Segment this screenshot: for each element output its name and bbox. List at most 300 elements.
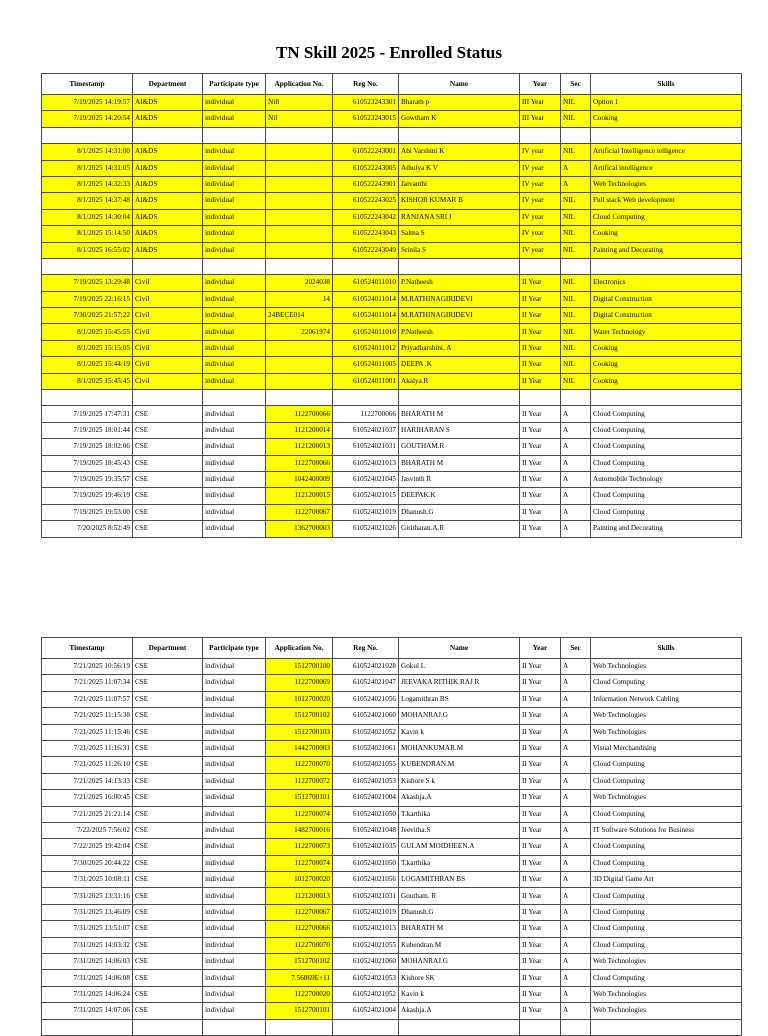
participate-type-cell: individual xyxy=(203,954,266,970)
department-cell: AI&DS xyxy=(133,95,203,111)
table-row xyxy=(42,176,742,192)
year-cell: II Year xyxy=(520,954,561,970)
timestamp-cell: 7/21/2025 11:07:34 xyxy=(42,675,133,691)
name-cell: Kavin k xyxy=(399,724,520,740)
skills-cell: Artificial Intelligence telligence xyxy=(591,144,742,160)
participate-type-cell: individual xyxy=(203,504,266,520)
skills-cell: IT Software Solutions for Business xyxy=(591,822,742,838)
timestamp-cell: 7/19/2025 19:53:00 xyxy=(42,504,133,520)
blank-row xyxy=(42,258,742,274)
timestamp-cell: 7/19/2025 14:20:54 xyxy=(42,111,133,127)
sec-cell: NIL xyxy=(561,209,591,225)
table-row xyxy=(42,757,742,773)
table-row xyxy=(42,937,742,953)
name-cell: MOHANRAJ.G xyxy=(399,954,520,970)
table-row xyxy=(42,308,742,324)
sec-cell: A xyxy=(561,488,591,504)
name-cell: BHARATH M xyxy=(399,455,520,471)
reg-no-cell: 610524021050 xyxy=(333,855,399,871)
timestamp-cell: 7/31/2025 14:06:03 xyxy=(42,954,133,970)
sec-cell: A xyxy=(561,839,591,855)
timestamp-cell: 7/19/2025 17:47:31 xyxy=(42,406,133,422)
application-no-cell: 1012700020 xyxy=(266,872,333,888)
timestamp-cell: 7/19/2025 19:46:19 xyxy=(42,488,133,504)
application-no-cell: 1512700101 xyxy=(266,1003,333,1019)
participate-type-cell: individual xyxy=(203,773,266,789)
reg-no-cell: 610524021060 xyxy=(333,954,399,970)
name-cell: Abi Varshini K xyxy=(399,144,520,160)
reg-no-cell: 610524021052 xyxy=(333,724,399,740)
reg-no-cell: 610524011010 xyxy=(333,275,399,291)
participate-type-cell: individual xyxy=(203,324,266,340)
participate-type-cell: individual xyxy=(203,970,266,986)
table-row xyxy=(42,111,742,127)
participate-type-cell: individual xyxy=(203,708,266,724)
application-no-cell: 1122700070 xyxy=(266,937,333,953)
department-cell: CSE xyxy=(133,708,203,724)
sec-cell: A xyxy=(561,954,591,970)
year-cell: II Year xyxy=(520,291,561,307)
skills-cell: Web Technologies xyxy=(591,659,742,675)
empty-cell xyxy=(42,127,133,143)
department-cell: CSE xyxy=(133,904,203,920)
reg-no-cell: 610524021053 xyxy=(333,970,399,986)
department-cell: CSE xyxy=(133,439,203,455)
skills-cell: Cloud Computing xyxy=(591,757,742,773)
reg-no-cell: 610524021035 xyxy=(333,839,399,855)
reg-no-cell: 610524021013 xyxy=(333,455,399,471)
empty-cell xyxy=(520,127,561,143)
timestamp-cell: 7/21/2025 11:16:31 xyxy=(42,740,133,756)
empty-cell xyxy=(133,258,203,274)
year-cell: II Year xyxy=(520,308,561,324)
reg-no-cell: 610524011010 xyxy=(333,324,399,340)
table-row xyxy=(42,242,742,258)
skills-cell xyxy=(591,1019,742,1035)
skills-cell: Information Network Cabling xyxy=(591,691,742,707)
table-row xyxy=(42,724,742,740)
timestamp-cell: 8/1/2025 14:31:00 xyxy=(42,144,133,160)
table-row xyxy=(42,209,742,225)
participate-type-cell xyxy=(203,1019,266,1035)
sec-cell: NIL xyxy=(561,324,591,340)
participate-type-cell: individual xyxy=(203,340,266,356)
timestamp-cell: 7/21/2025 21:21:14 xyxy=(42,806,133,822)
table-row xyxy=(42,970,742,986)
department-cell: CSE xyxy=(133,855,203,871)
timestamp-cell: 7/31/2025 14:07:06 xyxy=(42,1003,133,1019)
application-no-cell: 1012700020 xyxy=(266,691,333,707)
empty-cell xyxy=(399,258,520,274)
column-header: Skills xyxy=(591,638,742,659)
skills-cell: Cloud Computing xyxy=(591,422,742,438)
name-cell: GOUTHAM.R xyxy=(399,439,520,455)
application-no-cell: 1512700102 xyxy=(266,954,333,970)
year-cell: II Year xyxy=(520,986,561,1002)
skills-cell: Cloud Computing xyxy=(591,904,742,920)
empty-cell xyxy=(133,127,203,143)
department-cell: AI&DS xyxy=(133,242,203,258)
reg-no-cell: 610524021050 xyxy=(333,806,399,822)
application-no-cell: 1512700100 xyxy=(266,659,333,675)
year-cell: IV year xyxy=(520,144,561,160)
name-cell: Akalya.R xyxy=(399,373,520,389)
column-header: Skills xyxy=(591,74,742,95)
sec-cell: A xyxy=(561,970,591,986)
skills-cell: Cloud Computing xyxy=(591,488,742,504)
department-cell: Civil xyxy=(133,357,203,373)
skills-cell: Full stack Web development xyxy=(591,193,742,209)
year-cell: IV year xyxy=(520,160,561,176)
application-no-cell: 1362700003 xyxy=(266,521,333,537)
skills-cell: Web Technologies xyxy=(591,1003,742,1019)
year-cell: II Year xyxy=(520,406,561,422)
name-cell: Kubendran.M xyxy=(399,937,520,953)
application-no-cell: 1122700074 xyxy=(266,855,333,871)
department-cell: CSE xyxy=(133,954,203,970)
application-no-cell: 1122700067 xyxy=(266,904,333,920)
column-header: Timestamp xyxy=(42,638,133,659)
skills-cell: Web Technologies xyxy=(591,724,742,740)
reg-no-cell: 610524021052 xyxy=(333,986,399,1002)
timestamp-cell: 8/1/2025 15:45:55 xyxy=(42,324,133,340)
empty-cell xyxy=(203,127,266,143)
sec-cell xyxy=(561,1019,591,1035)
table-row xyxy=(42,422,742,438)
table-row xyxy=(42,740,742,756)
timestamp-cell: 7/19/2025 18:45:43 xyxy=(42,455,133,471)
timestamp-cell: 7/21/2025 11:15:46 xyxy=(42,724,133,740)
timestamp-cell xyxy=(42,1019,133,1035)
name-cell: GULAM MOIDHEEN.A xyxy=(399,839,520,855)
table-row xyxy=(42,675,742,691)
department-cell: CSE xyxy=(133,659,203,675)
column-header: Reg No. xyxy=(333,638,399,659)
skills-cell: Visual Merchandising xyxy=(591,740,742,756)
skills-cell: Cloud Computing xyxy=(591,209,742,225)
name-cell: Akashja.A xyxy=(399,1003,520,1019)
timestamp-cell: 8/1/2025 15:45:45 xyxy=(42,373,133,389)
table-row xyxy=(42,806,742,822)
sec-cell: NIL xyxy=(561,95,591,111)
reg-no-cell: 610522243049 xyxy=(333,242,399,258)
name-cell: KISHOR KUMAR B xyxy=(399,193,520,209)
table-row xyxy=(42,275,742,291)
department-cell: AI&DS xyxy=(133,209,203,225)
skills-cell: Cloud Computing xyxy=(591,937,742,953)
name-cell: BHARATH M xyxy=(399,406,520,422)
department-cell: AI&DS xyxy=(133,111,203,127)
column-header: Year xyxy=(520,74,561,95)
application-no-cell xyxy=(266,209,333,225)
participate-type-cell: individual xyxy=(203,439,266,455)
application-no-cell xyxy=(266,357,333,373)
department-cell: CSE xyxy=(133,521,203,537)
department-cell: AI&DS xyxy=(133,193,203,209)
department-cell: AI&DS xyxy=(133,144,203,160)
timestamp-cell: 7/30/2025 21:57:22 xyxy=(42,308,133,324)
timestamp-cell: 7/22/2025 7:56:02 xyxy=(42,822,133,838)
participate-type-cell: individual xyxy=(203,471,266,487)
empty-cell xyxy=(520,258,561,274)
sec-cell: A xyxy=(561,724,591,740)
skills-cell: Cloud Computing xyxy=(591,921,742,937)
year-cell: II Year xyxy=(520,422,561,438)
skills-cell: Cloud Computing xyxy=(591,675,742,691)
participate-type-cell: individual xyxy=(203,406,266,422)
table-row xyxy=(42,1003,742,1019)
reg-no-cell: 610524021031 xyxy=(333,439,399,455)
column-header: Participate type xyxy=(203,74,266,95)
participate-type-cell: individual xyxy=(203,193,266,209)
year-cell: II Year xyxy=(520,904,561,920)
application-no-cell: 1121200015 xyxy=(266,488,333,504)
application-no-cell xyxy=(266,193,333,209)
name-cell: P.Natheesh xyxy=(399,324,520,340)
table-header xyxy=(42,74,742,95)
name-cell: HARIHARAN S xyxy=(399,422,520,438)
year-cell: II Year xyxy=(520,806,561,822)
column-header: Name xyxy=(399,638,520,659)
year-cell: IV year xyxy=(520,193,561,209)
year-cell: IV year xyxy=(520,209,561,225)
sec-cell: A xyxy=(561,471,591,487)
skills-cell: Cooking xyxy=(591,226,742,242)
sec-cell: NIL xyxy=(561,291,591,307)
sec-cell: A xyxy=(561,160,591,176)
skills-cell: Cooking xyxy=(591,340,742,356)
year-cell: II Year xyxy=(520,855,561,871)
timestamp-cell: 7/30/2025 20:44:22 xyxy=(42,855,133,871)
participate-type-cell: individual xyxy=(203,521,266,537)
year-cell: II Year xyxy=(520,937,561,953)
department-cell: CSE xyxy=(133,773,203,789)
department-cell: CSE xyxy=(133,471,203,487)
reg-no-cell: 610524011012 xyxy=(333,340,399,356)
participate-type-cell: individual xyxy=(203,740,266,756)
column-header: Timestamp xyxy=(42,74,133,95)
name-cell: Kavin k xyxy=(399,986,520,1002)
empty-cell xyxy=(203,390,266,406)
application-no-cell: 2024038 xyxy=(266,275,333,291)
application-no-cell: 1121200013 xyxy=(266,439,333,455)
name-cell: Goutham. R xyxy=(399,888,520,904)
skills-cell: Digital Construction xyxy=(591,291,742,307)
column-header: Participate type xyxy=(203,638,266,659)
reg-no-cell: 610524021037 xyxy=(333,422,399,438)
sec-cell: A xyxy=(561,790,591,806)
sec-cell: A xyxy=(561,691,591,707)
application-no-cell: 1042400009 xyxy=(266,471,333,487)
application-no-cell xyxy=(266,373,333,389)
year-cell: II Year xyxy=(520,471,561,487)
year-cell: II Year xyxy=(520,504,561,520)
sec-cell: A xyxy=(561,708,591,724)
table-row xyxy=(42,226,742,242)
reg-no-cell: 610524021031 xyxy=(333,888,399,904)
timestamp-cell: 7/31/2025 14:03:32 xyxy=(42,937,133,953)
name-cell: Kishore SK xyxy=(399,970,520,986)
sec-cell: A xyxy=(561,904,591,920)
reg-no-cell: 610524011014 xyxy=(333,308,399,324)
reg-no-cell: 610524021060 xyxy=(333,708,399,724)
skills-cell: Digital Construction xyxy=(591,308,742,324)
name-cell: KUBENDRAN.M xyxy=(399,757,520,773)
table-row xyxy=(42,160,742,176)
department-cell: CSE xyxy=(133,488,203,504)
column-header: Sec xyxy=(561,74,591,95)
year-cell: III Year xyxy=(520,95,561,111)
empty-cell xyxy=(520,390,561,406)
sec-cell: A xyxy=(561,986,591,1002)
participate-type-cell: individual xyxy=(203,822,266,838)
empty-cell xyxy=(591,127,742,143)
skills-cell: Cooking xyxy=(591,111,742,127)
name-cell: JEEVAKA RITHIK RAJ R xyxy=(399,675,520,691)
reg-no-cell: 610524011001 xyxy=(333,373,399,389)
empty-cell xyxy=(561,258,591,274)
timestamp-cell: 7/21/2025 11:07:57 xyxy=(42,691,133,707)
participate-type-cell: individual xyxy=(203,422,266,438)
skills-cell: Painting and Decorating xyxy=(591,242,742,258)
participate-type-cell: individual xyxy=(203,675,266,691)
year-cell: III Year xyxy=(520,111,561,127)
reg-no-cell: 610522243043 xyxy=(333,226,399,242)
sec-cell: A xyxy=(561,872,591,888)
application-no-cell: Nill xyxy=(266,95,333,111)
year-cell: II Year xyxy=(520,839,561,855)
skills-cell: Web Technologies xyxy=(591,790,742,806)
table-row xyxy=(42,488,742,504)
sec-cell: A xyxy=(561,757,591,773)
reg-no-cell: 610522243025 xyxy=(333,193,399,209)
application-no-cell: 1122700070 xyxy=(266,757,333,773)
year-cell: II Year xyxy=(520,790,561,806)
empty-cell xyxy=(42,390,133,406)
name-cell: M.RATHINAGIRIDEVI xyxy=(399,291,520,307)
department-cell: CSE xyxy=(133,740,203,756)
year-cell: II Year xyxy=(520,872,561,888)
column-header: Sec xyxy=(561,638,591,659)
skills-cell: Web Technologies xyxy=(591,954,742,970)
skills-cell: Cloud Computing xyxy=(591,773,742,789)
timestamp-cell: 7/31/2025 10:08:11 xyxy=(42,872,133,888)
participate-type-cell: individual xyxy=(203,691,266,707)
reg-no-cell: 610524021015 xyxy=(333,488,399,504)
application-no-cell xyxy=(266,226,333,242)
name-cell: Akashja.A xyxy=(399,790,520,806)
table-row xyxy=(42,504,742,520)
sec-cell: A xyxy=(561,406,591,422)
sec-cell: A xyxy=(561,855,591,871)
participate-type-cell: individual xyxy=(203,111,266,127)
department-cell: CSE xyxy=(133,422,203,438)
participate-type-cell: individual xyxy=(203,308,266,324)
timestamp-cell: 7/19/2025 18:02:06 xyxy=(42,439,133,455)
participate-type-cell: individual xyxy=(203,176,266,192)
skills-cell: Electronics xyxy=(591,275,742,291)
application-no-cell: 1122700072 xyxy=(266,773,333,789)
timestamp-cell: 7/31/2025 13:31:16 xyxy=(42,888,133,904)
department-cell: CSE xyxy=(133,504,203,520)
year-cell: II Year xyxy=(520,757,561,773)
reg-no-cell: 610524021055 xyxy=(333,937,399,953)
application-no-cell xyxy=(266,160,333,176)
sec-cell: A xyxy=(561,439,591,455)
year-cell: II Year xyxy=(520,373,561,389)
table-row xyxy=(42,904,742,920)
department-cell: AI&DS xyxy=(133,160,203,176)
participate-type-cell: individual xyxy=(203,757,266,773)
timestamp-cell: 8/1/2025 15:15:05 xyxy=(42,340,133,356)
reg-no-cell: 610524021048 xyxy=(333,822,399,838)
application-no-cell: Nil xyxy=(266,111,333,127)
application-no-cell: 1512700102 xyxy=(266,708,333,724)
name-cell: Dhanush.G xyxy=(399,504,520,520)
empty-cell xyxy=(399,390,520,406)
timestamp-cell: 7/31/2025 14:06:08 xyxy=(42,970,133,986)
blank-row xyxy=(42,127,742,143)
name-cell: T.karthika xyxy=(399,806,520,822)
name-cell: Athulya K V xyxy=(399,160,520,176)
empty-cell xyxy=(203,258,266,274)
name-cell: Logamithran BS xyxy=(399,691,520,707)
year-cell: IV year xyxy=(520,176,561,192)
participate-type-cell: individual xyxy=(203,488,266,504)
reg-no-cell: 610523243015 xyxy=(333,111,399,127)
application-no-cell: 1122700074 xyxy=(266,806,333,822)
table-row xyxy=(42,406,742,422)
name-cell: MOHANRAJ.G xyxy=(399,708,520,724)
participate-type-cell: individual xyxy=(203,872,266,888)
participate-type-cell: individual xyxy=(203,95,266,111)
table-row xyxy=(42,340,742,356)
name-cell: Kishore S k xyxy=(399,773,520,789)
department-cell: CSE xyxy=(133,1003,203,1019)
department-cell: CSE xyxy=(133,675,203,691)
skills-cell: Cloud Computing xyxy=(591,888,742,904)
reg-no-cell: 610524011014 xyxy=(333,291,399,307)
sec-cell: A xyxy=(561,773,591,789)
enrolled-table-2 xyxy=(41,637,742,1036)
department-cell: AI&DS xyxy=(133,226,203,242)
year-cell: II Year xyxy=(520,822,561,838)
reg-no-cell: 610524021004 xyxy=(333,1003,399,1019)
enrolled-table-1 xyxy=(41,73,742,538)
application-no-cell: 1122700067 xyxy=(266,504,333,520)
participate-type-cell: individual xyxy=(203,724,266,740)
skills-cell: Cloud Computing xyxy=(591,439,742,455)
name-cell: Gowtham K xyxy=(399,111,520,127)
application-no-cell: 1442700003 xyxy=(266,740,333,756)
table-row xyxy=(42,872,742,888)
sec-cell: A xyxy=(561,740,591,756)
year-cell: II Year xyxy=(520,888,561,904)
department-cell: CSE xyxy=(133,724,203,740)
application-no-cell: 1512700101 xyxy=(266,790,333,806)
blank-row xyxy=(42,390,742,406)
sec-cell: A xyxy=(561,937,591,953)
year-cell: II Year xyxy=(520,691,561,707)
table-row xyxy=(42,95,742,111)
table-row xyxy=(42,193,742,209)
skills-cell: Cloud Computing xyxy=(591,970,742,986)
page-title: TN Skill 2025 - Enrolled Status xyxy=(276,43,502,62)
sec-cell: NIL xyxy=(561,226,591,242)
sec-cell: NIL xyxy=(561,308,591,324)
year-cell: IV year xyxy=(520,242,561,258)
name-cell: Salma S xyxy=(399,226,520,242)
